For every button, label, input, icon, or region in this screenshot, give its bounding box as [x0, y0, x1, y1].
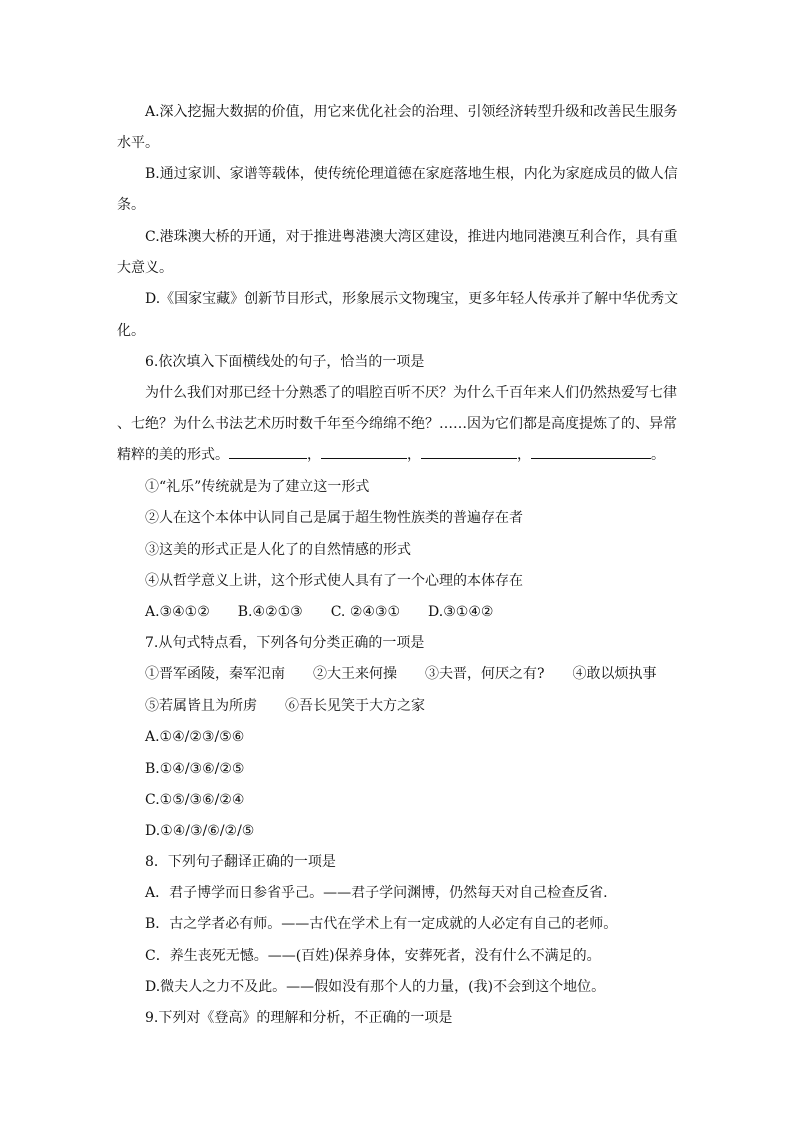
q7-items-row2 — [145, 696, 677, 716]
q5-option-a-line2: 水平。 — [117, 135, 159, 151]
q6-stem: 6.依次填入下面横线处的句子，恰当的一项是 — [145, 354, 425, 370]
q7-items-row1 — [145, 664, 677, 684]
q5-option-b-line2: 条。 — [117, 197, 145, 213]
q6-passage-line3 — [117, 445, 665, 465]
q5-option-c-line1: C.港珠澳大桥的开通，对于推进粤港澳大湾区建设，推进内地同港澳互利合作，具有重 — [145, 229, 678, 245]
q7-item-6: ⑥吾长见笑于大方之家 — [285, 698, 425, 714]
q6-passage-text: 精粹的美的形式。 — [117, 447, 229, 463]
q7-option-c: C.①⑤/③⑥/②④ — [145, 792, 245, 808]
q8-option-a: A．君子博学而日参省乎己。——君子学问渊博，仍然每天对自己检查反省. — [145, 885, 608, 901]
q6-blank-comma-2: ， — [407, 447, 421, 463]
q5-option-d-line2: 化。 — [117, 323, 145, 339]
q6-passage-line1: 为什么我们对那已经十分熟悉了的唱腔百听不厌？为什么千百年来人们仍然热爱写七律 — [145, 385, 677, 401]
q7-item-2: ②大王来何操 — [313, 666, 397, 682]
q7-item-4: ④敢以烦执事 — [572, 666, 657, 682]
q5-option-d-line1: D.《国家宝藏》创新节目形式，形象展示文物瑰宝，更多年轻人传承并了解中华优秀文 — [145, 291, 679, 307]
q6-sentence-1: ①“礼乐”传统就是为了建立这一形式 — [145, 479, 370, 495]
q7-option-a: A.①④/②③/⑤⑥ — [145, 729, 245, 745]
fill-blank-2 — [321, 446, 407, 459]
q7-option-b: B.①④/③⑥/②⑤ — [145, 761, 245, 777]
q5-option-a-line1: A.深入挖掘大数据的价值，用它来优化社会的治理、引领经济转型升级和改善民生服务 — [145, 104, 678, 120]
q6-option-c: C. ②④③① — [330, 604, 401, 620]
q6-passage-line2: 、七绝？为什么书法艺术历时数千年至今绵绵不绝？……因为它们都是高度提炼了的、异常 — [117, 416, 677, 432]
q8-option-d: D.微夫人之力不及此。——假如没有那个人的力量，(我)不会到这个地位。 — [145, 979, 606, 995]
q6-sentence-4: ④从哲学意义上讲，这个形式使人具有了一个心理的本体存在 — [145, 573, 523, 589]
q7-stem: 7.从句式特点看，下列各句分类正确的一项是 — [145, 635, 425, 651]
q7-item-1: ①晋军函陵，秦军氾南 — [145, 666, 285, 682]
q6-option-d: D.③①④② — [428, 604, 494, 620]
fill-blank-3 — [421, 446, 517, 459]
q6-options — [145, 602, 677, 622]
q8-option-c: C．养生丧死无憾。——(百姓)保养身体，安葬死者，没有什么不满足的。 — [145, 948, 601, 964]
q6-option-b: B.④②①③ — [237, 604, 303, 620]
q7-item-5: ⑤若属皆且为所虏 — [145, 698, 257, 714]
q9-stem: 9.下列对《登高》的理解和分析，不正确的一项是 — [145, 1010, 453, 1026]
q7-item-3: ③夫晋，何厌之有? — [425, 666, 545, 682]
q5-option-b-line1: B.通过家训、家谱等载体，使传统伦理道德在家庭落地生根，内化为家庭成员的做人信 — [145, 166, 678, 182]
fill-blank-1 — [229, 446, 307, 459]
fill-blank-4 — [531, 446, 651, 459]
q6-blank-period: 。 — [651, 447, 665, 463]
q6-blank-comma-3: ， — [517, 447, 531, 463]
q6-blank-comma-1: ， — [307, 447, 321, 463]
q6-option-a: A.③④①② — [145, 604, 210, 620]
q6-sentence-3: ③这美的形式正是人化了的自然情感的形式 — [145, 542, 411, 558]
q5-option-c-line2: 大意义。 — [117, 260, 173, 276]
q8-stem: 8．下列句子翻译正确的一项是 — [145, 854, 336, 870]
q6-sentence-2: ②人在这个本体中认同自己是属于超生物性族类的普遍存在者 — [145, 510, 523, 526]
q8-option-b: B．古之学者必有师。——古代在学术上有一定成就的人必定有自己的老师。 — [145, 916, 618, 932]
q7-option-d: D.①④/③/⑥/②/⑤ — [145, 823, 255, 839]
